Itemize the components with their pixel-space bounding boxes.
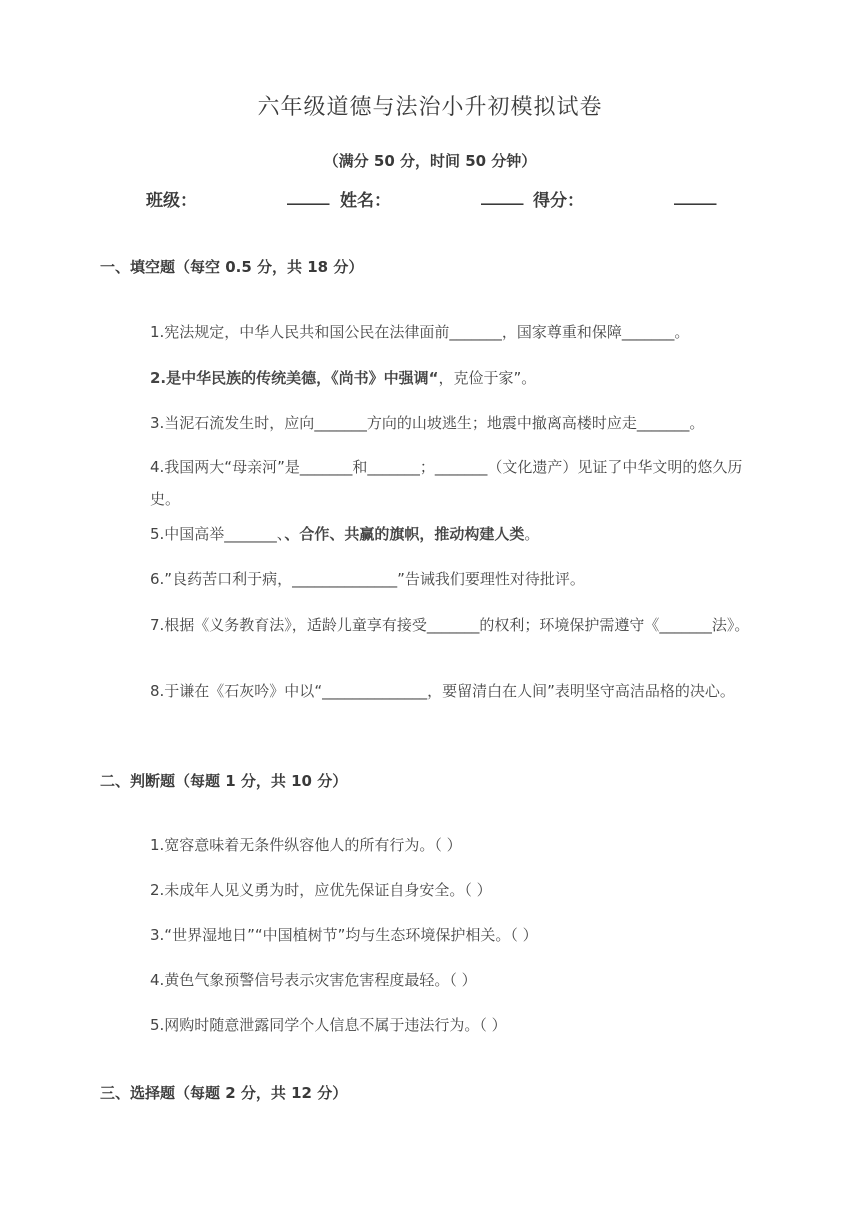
fill-question-5 — [150, 518, 770, 550]
score-blank: _____ — [674, 186, 717, 206]
class-label: 班级： — [146, 191, 197, 211]
fill-question-2-bold: 2.是中华民族的传统美德，《尚书》中强调“ — [150, 369, 439, 387]
section-heading-multiple-choice: 三、选择题（每题 2 分，共 12 分） — [100, 1084, 348, 1102]
fill-question-2-rest: ，克俭于家”。 — [438, 369, 537, 387]
judge-question-5: 5.网购时随意泄露同学个人信息不属于违法行为。（ ） — [150, 1016, 507, 1034]
section-heading-fill-in: 一、填空题（每空 0.5 分，共 18 分） — [100, 258, 364, 276]
score-label: 得分： — [533, 191, 584, 211]
fill-question-5-end: 。 — [524, 525, 540, 543]
fill-question-4: 4.我国两大“母亲河”是_______和_______；_______（文化遗产）见证了中华文明的悠久历史。 — [150, 458, 743, 508]
judge-question-4: 4.黄色气象预警信号表示灾害危害程度最轻。（ ） — [150, 971, 477, 989]
fill-question-7: 7.根据《义务教育法》，适龄儿童享有接受_______的权利；环境保护需遵守《_______法》。 — [150, 616, 750, 634]
judge-question-2: 2.未成年人见义勇为时，应优先保证自身安全。（ ） — [150, 881, 492, 899]
student-info-row — [0, 186, 860, 210]
name-blank: _____ — [481, 186, 524, 206]
page-subtitle: （满分 50 分，时间 50 分钟） — [323, 152, 537, 170]
fill-question-3: 3.当泥石流发生时，应向_______方向的山坡逃生；地震中撤离高楼时应走_______。 — [150, 414, 705, 432]
name-label: 姓名： — [340, 191, 391, 211]
section-heading-true-false: 二、判断题（每题 1 分，共 10 分） — [100, 772, 348, 790]
fill-question-5-start: 5.中国高举_______、 — [150, 525, 285, 543]
fill-question-6: 6.”良药苦口利于病，______________”告诫我们要理性对待批评。 — [150, 570, 585, 588]
fill-question-2 — [150, 362, 770, 394]
fill-question-8: 8.于谦在《石灰吟》中以“______________，要留清白在人间”表明坚守高洁品格的决心。 — [150, 682, 735, 700]
page-title: 六年级道德与法治小升初模拟试卷 — [257, 95, 603, 120]
fill-question-1: 1.宪法规定，中华人民共和国公民在法律面前_______，国家尊重和保障_______。 — [150, 323, 690, 341]
judge-question-3: 3.“世界湿地日”“中国植树节”均与生态环境保护相关。（ ） — [150, 926, 538, 944]
fill-question-5-bold: 、合作、共赢的旗帜，推动构建人类 — [284, 525, 525, 543]
class-blank: _____ — [287, 186, 330, 206]
judge-question-1: 1.宽容意味着无条件纵容他人的所有行为。（ ） — [150, 836, 462, 854]
